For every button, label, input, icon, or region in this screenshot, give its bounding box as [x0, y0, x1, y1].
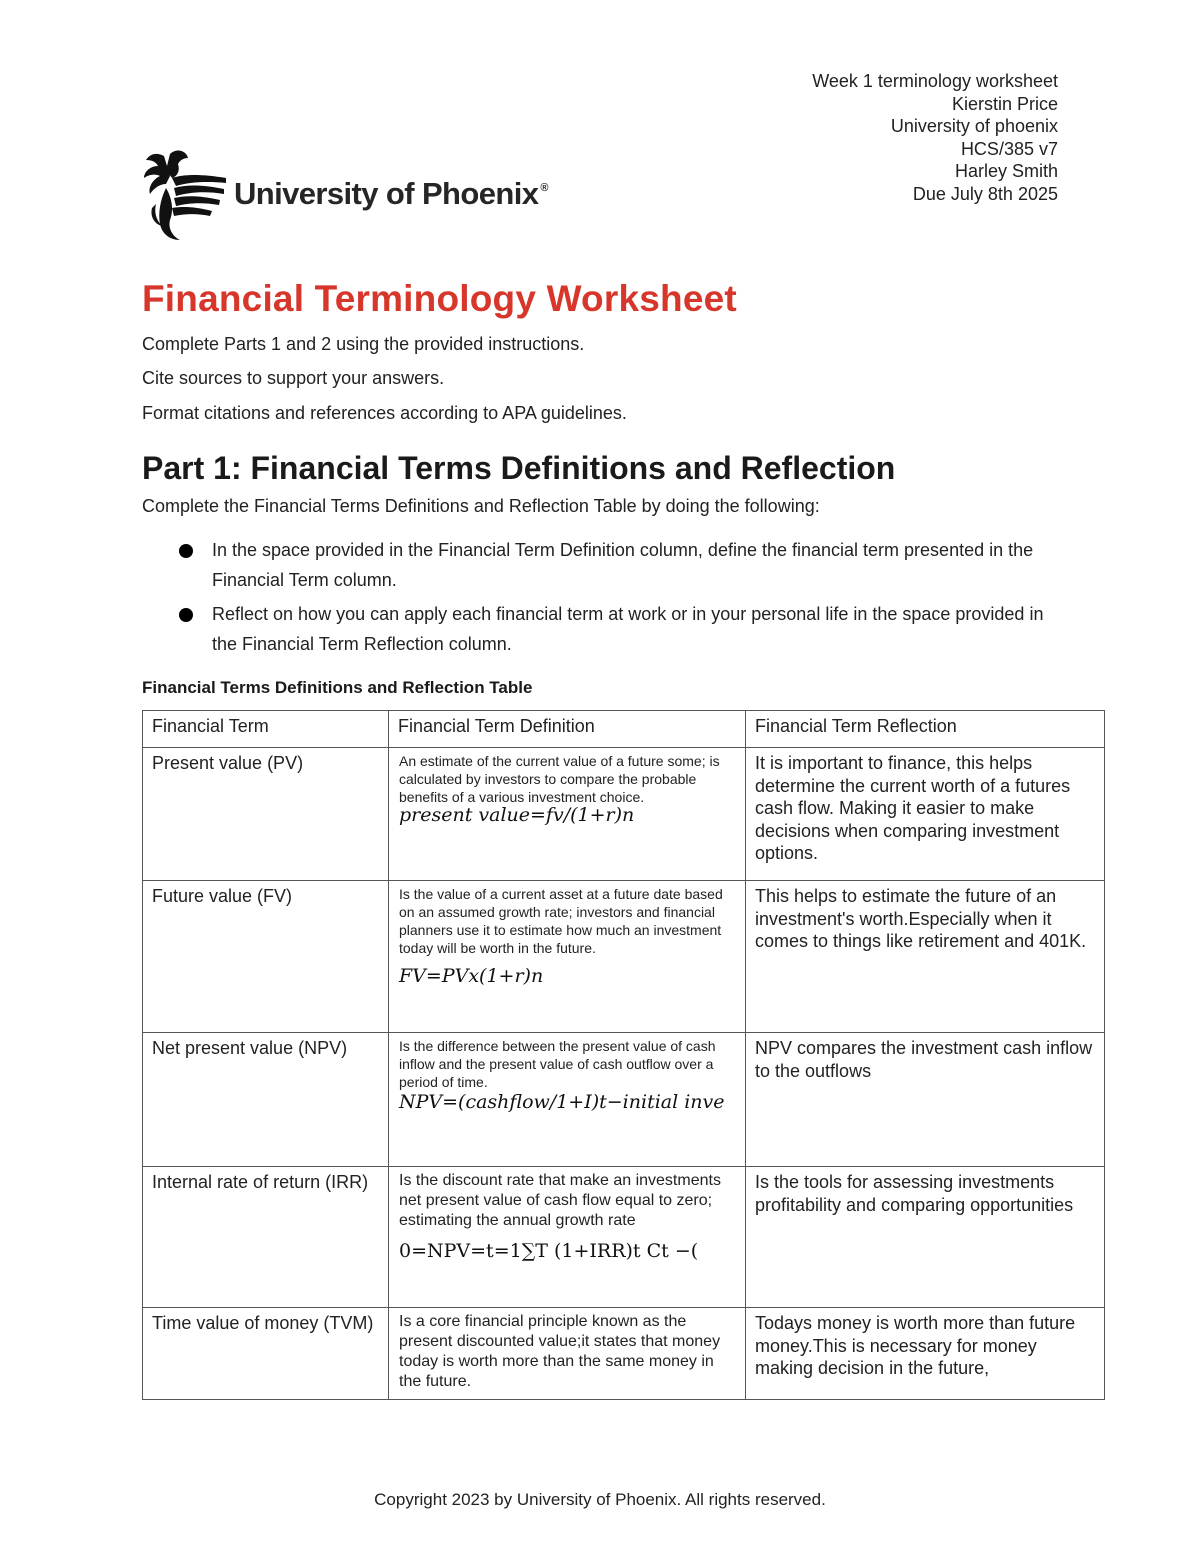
header-financial-term: Financial Term [143, 711, 389, 748]
reflection-cell: NPV compares the investment cash inflow to the outflows [746, 1033, 1105, 1167]
definition-text: Is the discount rate that make an investments net present value of cash flow equal to zero; estimating the annual growth rate [399, 1172, 721, 1229]
phoenix-bird-icon [142, 148, 228, 242]
definition-cell [389, 881, 746, 1033]
npv-formula: NPV=(cashflow/1+I)t−initial inve [399, 1091, 725, 1113]
term-cell: Internal rate of return (IRR) [143, 1167, 389, 1308]
part1-instruction: Complete the Financial Terms Definitions and Reflection Table by doing the following: [142, 496, 820, 516]
part1-heading: Part 1: Financial Terms Definitions and Reflection [142, 450, 896, 486]
term-cell: Time value of money (TVM) [143, 1308, 389, 1400]
due-date: Due July 8th 2025 [912, 183, 1058, 204]
definition-cell: Is a core financial principle known as the present discounted value;it states that money today is worth more than the same money in the future. [389, 1308, 746, 1400]
reflection-cell: Todays money is worth more than future money.This is necessary for money making decision in the future, [746, 1308, 1105, 1400]
school-name: University of phoenix [890, 116, 1058, 137]
header-term-definition: Financial Term Definition [389, 711, 746, 748]
definition-cell [389, 1167, 746, 1308]
irr-formula: 0=NPV=t=1∑T (1+IRR)t Ct −( [399, 1240, 699, 1262]
table-header-row [143, 711, 1105, 748]
table-row [143, 1308, 1105, 1400]
term-cell: Future value (FV) [143, 881, 389, 1033]
reflection-cell: This helps to estimate the future of an investment's worth.Especially when it comes to things like retirement and 401K. [746, 881, 1105, 1033]
list-item: Reflect on how you can apply each financial term at work or in your personal life in the space provided in the Financial Term Reflection column. [142, 599, 1062, 659]
instruction-list [142, 535, 1062, 663]
table-caption: Financial Terms Definitions and Reflection Table [142, 678, 533, 697]
bullet-icon [179, 544, 193, 558]
terms-table [142, 710, 1105, 1400]
student-name: Kierstin Price [951, 93, 1058, 114]
copyright-notice: Copyright 2023 by University of Phoenix. All rights reserved. [374, 1490, 826, 1509]
fv-formula: FV=PVx(1+r)n [399, 965, 544, 987]
definition-text: An estimate of the current value of a future some; is calculated by investors to compare the probable benefits of a various investment choice. [399, 753, 720, 805]
intro-line-3: Format citations and references according to APA guidelines. [142, 403, 627, 423]
table-row [143, 748, 1105, 881]
registered-mark: ® [540, 182, 548, 194]
pv-formula: present value=fv/(1+r)n [399, 804, 635, 826]
instructor-name: Harley Smith [954, 161, 1058, 182]
term-cell: Present value (PV) [143, 748, 389, 881]
bullet-icon [179, 608, 193, 622]
definition-cell [389, 1033, 746, 1167]
reflection-cell: It is important to finance, this helps determine the current worth of a futures cash flow. Making it easier to make decisions when comparing investment options. [746, 748, 1105, 881]
intro-line-1: Complete Parts 1 and 2 using the provided instructions. [142, 334, 585, 354]
header-term-reflection: Financial Term Reflection [746, 711, 1105, 748]
table-row [143, 1167, 1105, 1308]
logo-wordmark: University of Phoenix ® [234, 176, 548, 211]
intro-line-2: Cite sources to support your answers. [142, 368, 445, 388]
reflection-cell: Is the tools for assessing investments profitability and comparing opportunities [746, 1167, 1105, 1308]
table-row [143, 881, 1105, 1033]
definition-cell [389, 748, 746, 881]
term-cell: Net present value (NPV) [143, 1033, 389, 1167]
list-item: In the space provided in the Financial Term Definition column, define the financial term presented in the Financial Term column. [142, 535, 1062, 595]
course-code: HCS/385 v7 [960, 138, 1058, 159]
author-info-block [812, 70, 1058, 206]
page-title: Financial Terminology Worksheet [142, 278, 737, 319]
definition-text: Is the value of a current asset at a future date based on an assumed growth rate; investors and financial planners use it to estimate how much an investment today will be worth in the future. [399, 886, 723, 956]
worksheet-name: Week 1 terminology worksheet [812, 71, 1058, 91]
table-row [143, 1033, 1105, 1167]
definition-text: Is the difference between the present value of cash inflow and the present value of cash outflow over a period of time. [399, 1038, 716, 1090]
university-logo [142, 148, 562, 242]
